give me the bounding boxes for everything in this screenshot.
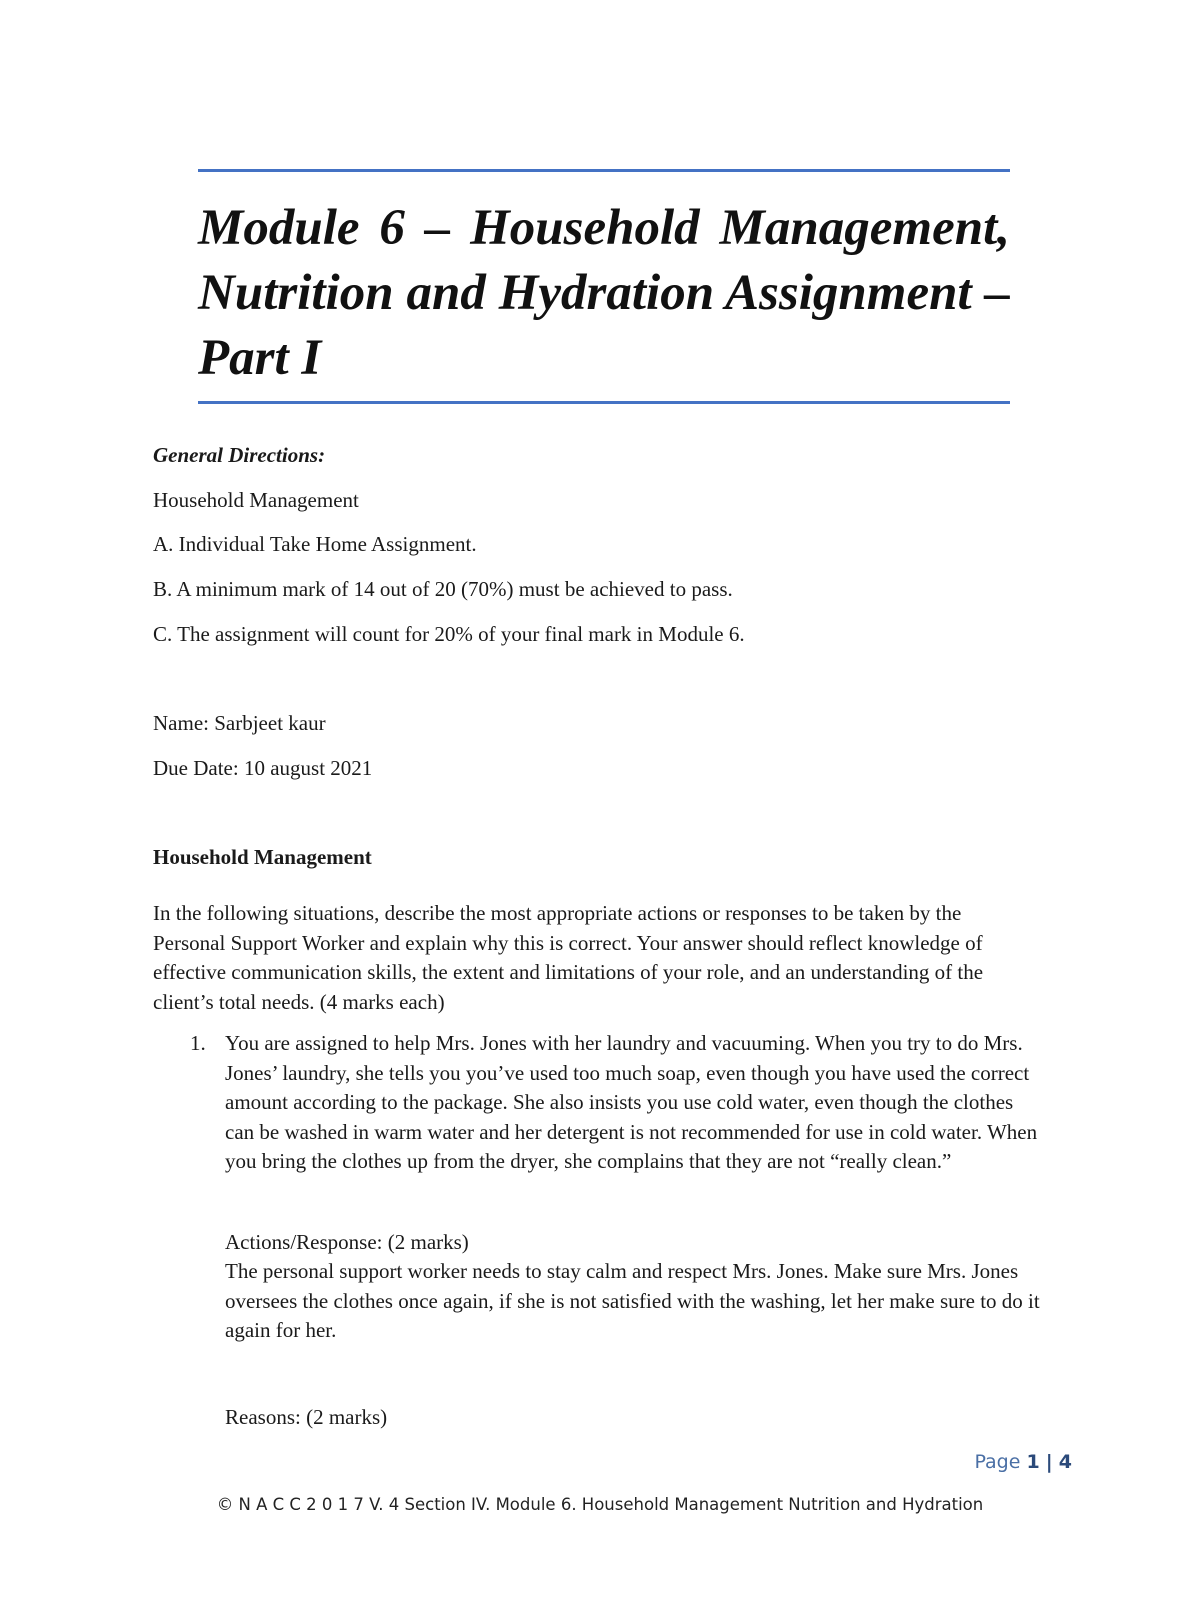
question-number: 1. xyxy=(190,1031,206,1055)
direction-item-c: C. The assignment will count for 20% of your final mark in Module 6. xyxy=(153,622,745,646)
general-directions-subheading: Household Management xyxy=(153,488,359,512)
direction-item-a: A. Individual Take Home Assignment. xyxy=(153,532,477,556)
direction-item-b: B. A minimum mark of 14 out of 20 (70%) must be achieved to pass. xyxy=(153,577,733,601)
page-label: Page xyxy=(974,1451,1021,1473)
actions-label: Actions/Response: (2 marks) xyxy=(225,1230,469,1254)
document-title: Module 6 – Household Management, Nutrition and Hydration Assignment – Part I xyxy=(198,200,1010,386)
page-separator: | xyxy=(1045,1451,1053,1473)
page-number xyxy=(974,1451,1072,1473)
page-footer: © N A C C 2 0 1 7 V. 4 Section IV. Module 6. Household Management Nutrition and Hydration xyxy=(216,1495,984,1514)
page-total: 4 xyxy=(1058,1451,1072,1473)
actions-answer: The personal support worker needs to stay calm and respect Mrs. Jones. Make sure Mrs. Jones oversees the clothes once again, if she is not satisfied with the washing, let her make sure to do it again for her. xyxy=(225,1259,1040,1342)
reasons-label: Reasons: (2 marks) xyxy=(225,1405,388,1429)
title-top-rule xyxy=(198,169,1010,172)
general-directions-heading: General Directions: xyxy=(153,443,326,467)
page-current: 1 xyxy=(1026,1451,1040,1473)
section-intro: In the following situations, describe the most appropriate actions or responses to be taken by the Personal Support Worker and explain why this is correct. Your answer should reflect knowledge of effective communication skills, the extent and limitations of your role, and an understanding of the client’s total needs. (4 marks each) xyxy=(153,901,984,1014)
student-name: Name: Sarbjeet kaur xyxy=(153,711,326,735)
question-text: You are assigned to help Mrs. Jones with her laundry and vacuuming. When you try to do Mrs. Jones’ laundry, she tells you you’ve used too much soap, even though you have used the correct amount according to the package. She also insists you use cold water, even though the clothes can be washed in warm water and her detergent is not recommended for use in cold water. When you bring the clothes up from the dryer, she complains that they are not “really clean.” xyxy=(225,1031,1038,1173)
section-heading: Household Management xyxy=(153,845,372,869)
title-bottom-rule xyxy=(198,401,1010,404)
due-date: Due Date: 10 august 2021 xyxy=(153,756,373,780)
